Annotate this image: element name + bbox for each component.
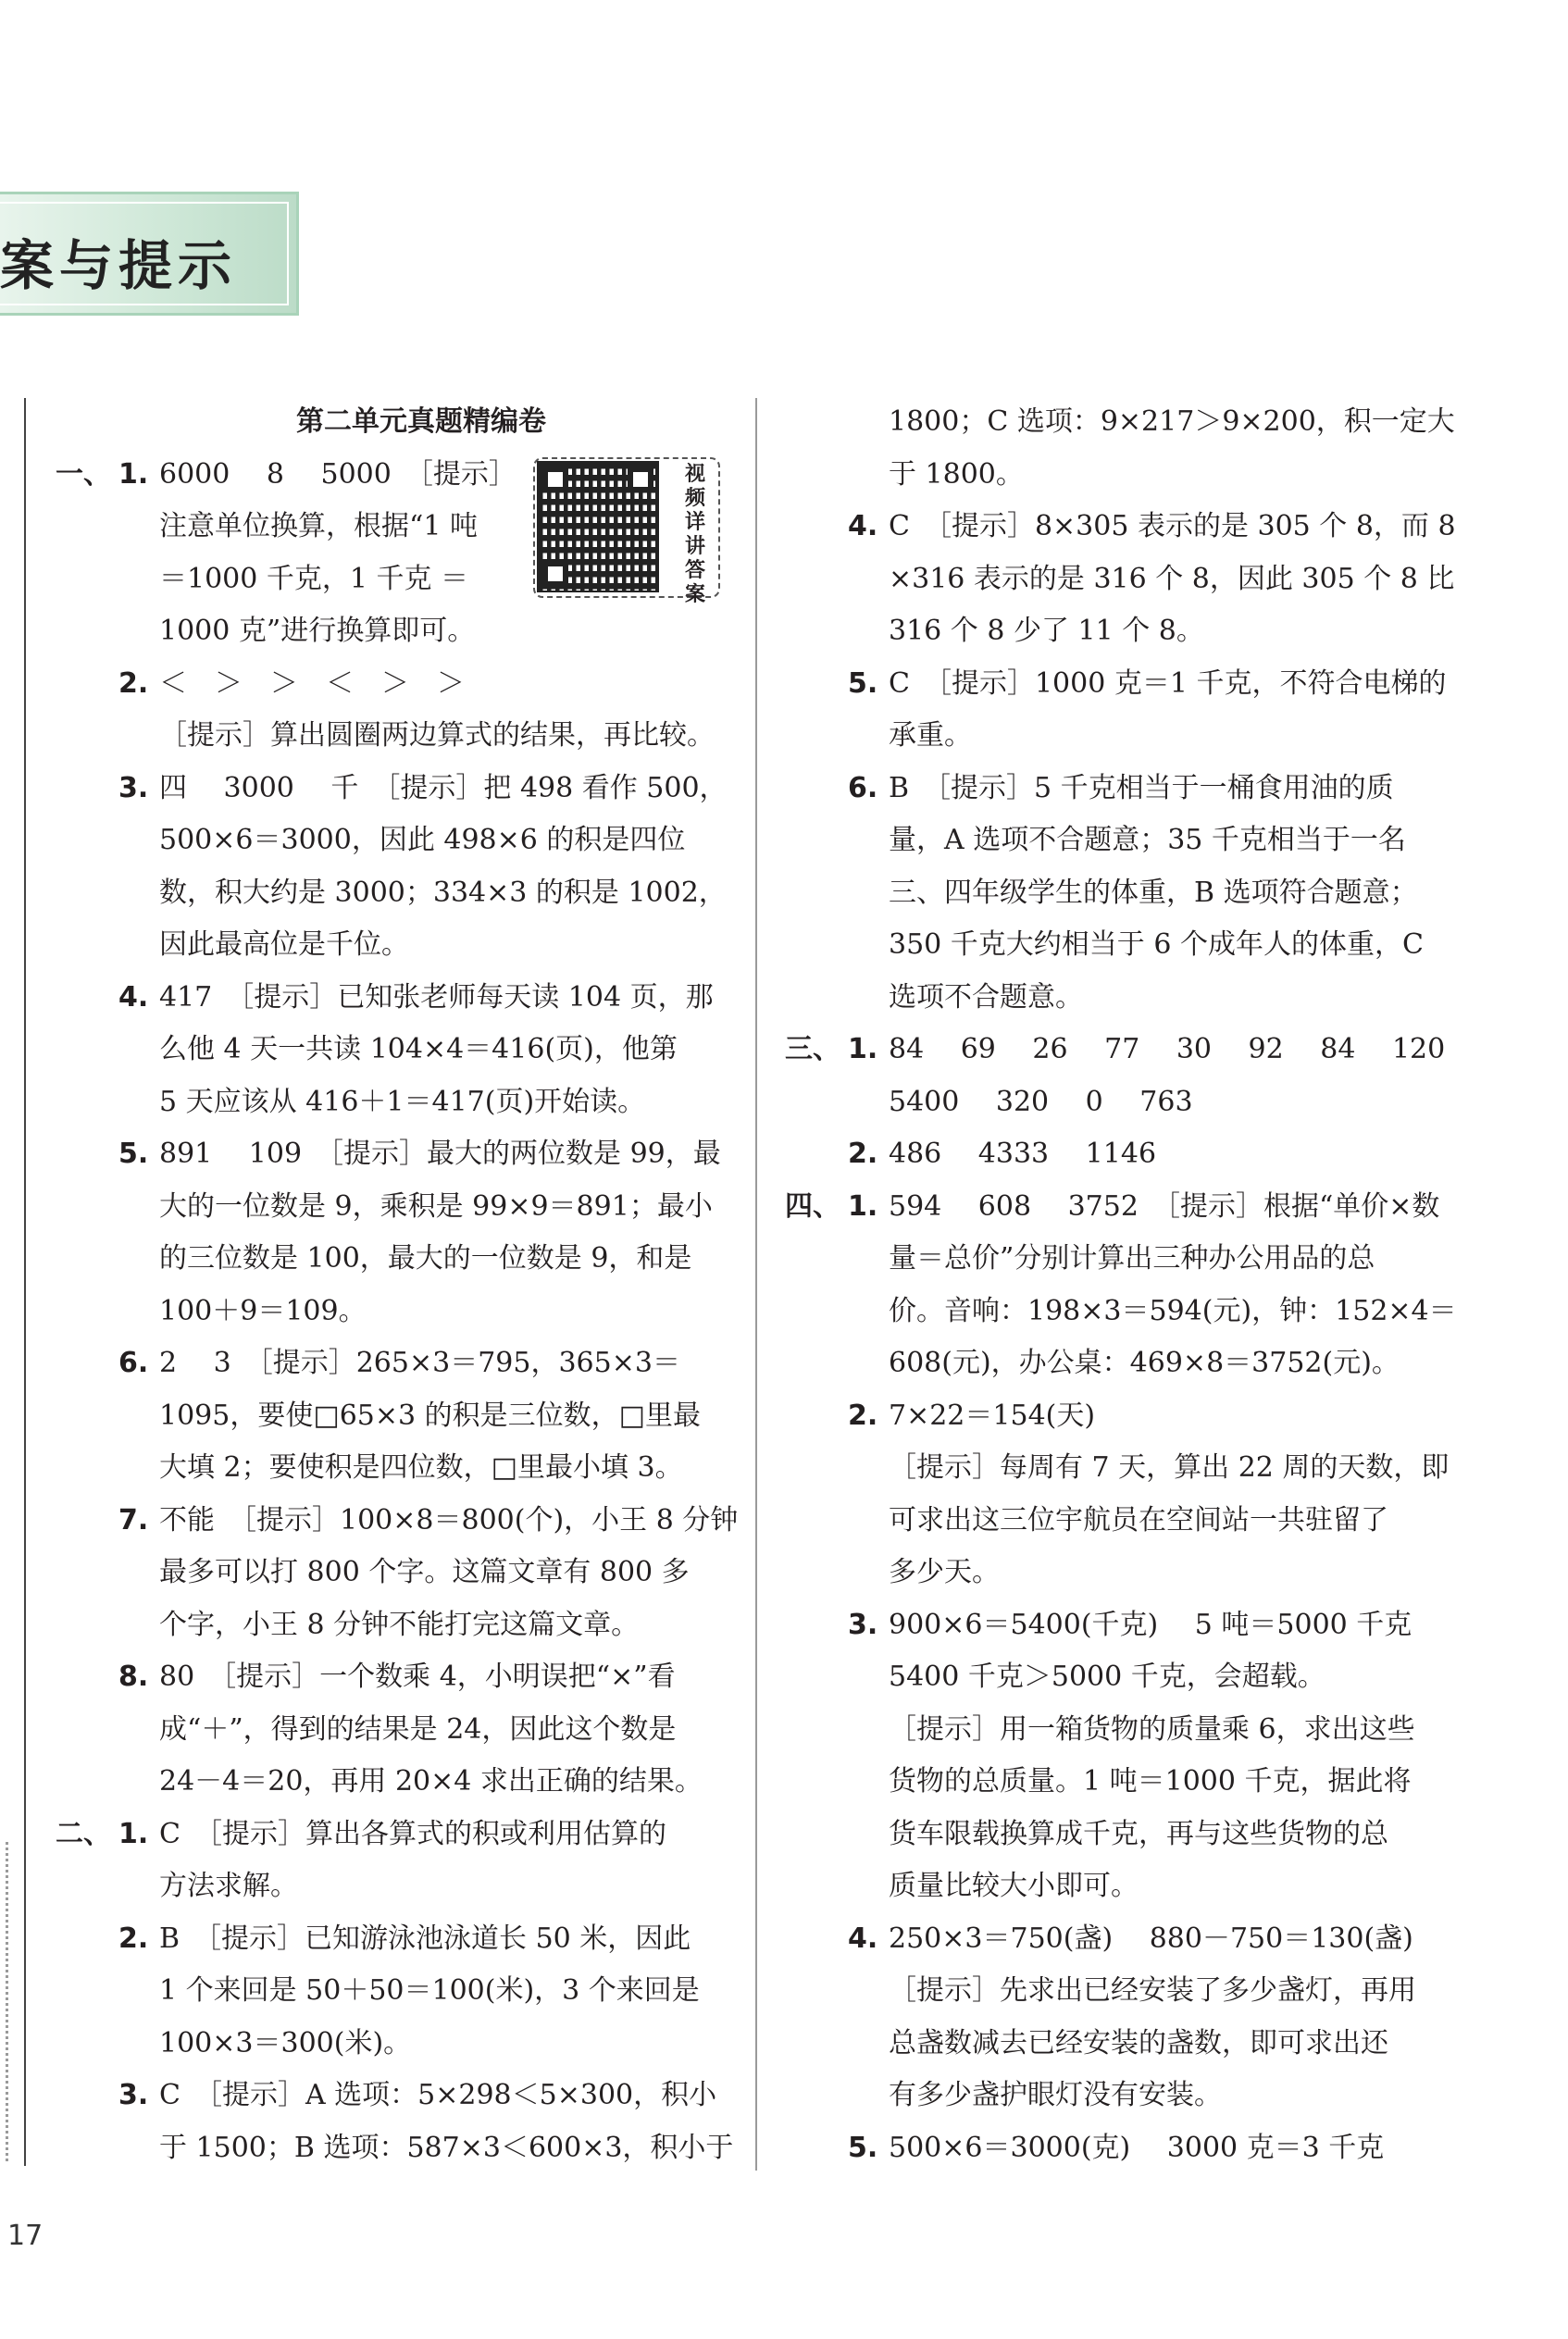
answer-line bbox=[785, 658, 1451, 711]
column-divider bbox=[755, 398, 757, 2171]
answer-text: 价。音响：198×3＝594(元)，钟：152×4＝ bbox=[889, 1294, 1457, 1327]
answer-line bbox=[785, 605, 1451, 658]
answer-line bbox=[785, 972, 1451, 1025]
answer-text: 总盏数减去已经安装的盏数，即可求出还 bbox=[889, 2026, 1388, 2059]
answer-text: 6000 8 5000 ［提示］ bbox=[159, 457, 516, 491]
answer-text: 24－4＝20，再用 20×4 求出正确的结果。 bbox=[159, 1765, 703, 1798]
answer-banner bbox=[0, 192, 299, 316]
answer-text: 量，A 选项不合题意；35 千克相当于一名 bbox=[889, 824, 1406, 856]
answer-text: 5 天应该从 416＋1＝417(页)开始读。 bbox=[159, 1085, 646, 1118]
answer-line bbox=[56, 2018, 722, 2071]
answer-line bbox=[56, 2070, 722, 2122]
answer-text: 选项不合题意。 bbox=[889, 980, 1083, 1014]
answer-text: ［提示］算出圆圈两边算式的结果，再比较。 bbox=[159, 719, 715, 752]
answer-text: 可求出这三位宇航员在空间站一共驻留了 bbox=[889, 1503, 1388, 1537]
answer-line bbox=[785, 1756, 1451, 1809]
answer-text: 的三位数是 100，最大的一位数是 9，和是 bbox=[159, 1242, 692, 1275]
banner-title: 案与提示 bbox=[0, 234, 238, 297]
answer-text: ［提示］先求出已经安装了多少盏灯，再用 bbox=[889, 1974, 1416, 2007]
item-number: 5. bbox=[848, 2131, 878, 2164]
answer-text: 500×6＝3000(克) 3000 克＝3 千克 bbox=[889, 2131, 1385, 2164]
answer-text: C ［提示］8×305 表示的是 305 个 8，而 8 bbox=[889, 510, 1456, 542]
answer-text: 84 69 26 77 30 92 84 120 bbox=[889, 1033, 1446, 1065]
answer-line bbox=[56, 1860, 722, 1913]
answer-text: 1800；C 选项：9×217＞9×200，积一定大 bbox=[889, 405, 1455, 438]
answer-line bbox=[56, 1756, 722, 1809]
answer-line bbox=[785, 710, 1451, 763]
answer-line bbox=[56, 867, 727, 920]
answer-line bbox=[785, 554, 1455, 606]
answer-line bbox=[785, 1024, 1451, 1076]
qr-label: 视频详讲答案 bbox=[684, 463, 705, 606]
answer-line bbox=[56, 972, 722, 1025]
answer-text: 多少天。 bbox=[889, 1556, 1000, 1588]
answer-line bbox=[56, 1181, 722, 1234]
answer-text: 货车限载换算成千克，再与这些货物的总 bbox=[889, 1817, 1388, 1850]
answer-text: 2 3 ［提示］265×3＝795，365×3＝ bbox=[159, 1347, 680, 1379]
answer-line bbox=[785, 2070, 1451, 2122]
item-number: 1. bbox=[118, 457, 149, 491]
answer-line bbox=[56, 763, 728, 815]
item-number: 2. bbox=[848, 1399, 878, 1432]
answer-text: 316 个 8 少了 11 个 8。 bbox=[889, 615, 1204, 647]
answer-text: 250×3＝750(盏) 880－750＝130(盏) bbox=[889, 1922, 1413, 1955]
item-number: 5. bbox=[848, 666, 878, 700]
item-number: 3. bbox=[118, 2079, 149, 2111]
answer-line bbox=[785, 1651, 1451, 1704]
answer-line bbox=[785, 1286, 1457, 1338]
answer-line bbox=[56, 1076, 722, 1129]
answer-line bbox=[785, 1181, 1451, 1234]
answer-line bbox=[56, 710, 722, 763]
item-number: 2. bbox=[118, 1922, 149, 1955]
answer-line bbox=[785, 1337, 1451, 1390]
answer-text: 注意单位换算，根据“1 吨 bbox=[159, 510, 478, 542]
item-number: 7. bbox=[118, 1503, 149, 1537]
answer-text: 350 千克大约相当于 6 个成年人的体重，C bbox=[889, 928, 1424, 961]
answer-text: 1 个来回是 50＋50＝100(米)，3 个来回是 bbox=[159, 1974, 700, 2007]
item-number: 4. bbox=[848, 510, 878, 542]
answer-text: 7×22＝154(天) bbox=[889, 1399, 1096, 1432]
answer-line bbox=[56, 1913, 722, 1966]
answer-line bbox=[785, 1965, 1451, 2018]
answer-line bbox=[56, 815, 722, 867]
answer-line bbox=[785, 1233, 1451, 1286]
answer-line bbox=[56, 1547, 722, 1599]
answer-text: C ［提示］算出各算式的积或利用估算的 bbox=[159, 1817, 666, 1850]
answer-line bbox=[785, 1599, 1451, 1652]
answer-text: 417 ［提示］已知张老师每天读 104 页，那 bbox=[159, 980, 714, 1014]
answer-line bbox=[56, 1024, 722, 1076]
answer-text: 于 1800。 bbox=[889, 457, 1024, 491]
answer-text: 608(元)，办公桌：469×8＝3752(元)。 bbox=[889, 1347, 1400, 1379]
answer-text: 594 608 3752 ［提示］根据“单价×数 bbox=[889, 1189, 1440, 1223]
answer-text: 500×6＝3000，因此 498×6 的积是四位 bbox=[159, 824, 686, 856]
answer-line bbox=[785, 2122, 1451, 2175]
answer-line bbox=[785, 396, 1455, 449]
item-number: 8. bbox=[118, 1661, 149, 1693]
answer-line bbox=[785, 763, 1451, 815]
section-title: 第二单元真题精编卷 bbox=[296, 405, 546, 438]
answer-line bbox=[785, 449, 1451, 502]
answer-text: 100＋9＝109。 bbox=[159, 1294, 367, 1327]
answer-text: 质量比较大小即可。 bbox=[889, 1870, 1139, 1902]
answer-text: 么他 4 天一共读 104×4＝416(页)，他第 bbox=[159, 1033, 678, 1065]
left-dotted-mark bbox=[6, 1842, 8, 2161]
answer-text: ×316 表示的是 316 个 8，因此 305 个 8 比 bbox=[889, 562, 1455, 595]
answer-text: B ［提示］已知游泳池泳道长 50 米，因此 bbox=[159, 1922, 691, 1955]
answer-text: 1095，要使□65×3 的积是三位数，□里最 bbox=[159, 1399, 701, 1432]
section-number: 一、 bbox=[56, 457, 111, 491]
answer-line bbox=[785, 501, 1456, 554]
answer-text: 货物的总质量。1 吨＝1000 千克，据此将 bbox=[889, 1765, 1412, 1798]
item-number: 2. bbox=[848, 1138, 878, 1170]
section-number: 三、 bbox=[785, 1033, 840, 1065]
answer-text: 不能 ［提示］100×8＝800(个)，小王 8 分钟 bbox=[159, 1503, 739, 1537]
answer-line bbox=[56, 2122, 734, 2175]
answer-line bbox=[785, 1547, 1451, 1599]
answer-text: 有多少盏护眼灯没有安装。 bbox=[889, 2079, 1222, 2111]
item-number: 5. bbox=[118, 1138, 149, 1170]
answer-text: 量＝总价”分别计算出三种办公用品的总 bbox=[889, 1242, 1375, 1275]
answer-line bbox=[56, 658, 722, 711]
answer-text: B ［提示］5 千克相当于一桶食用油的质 bbox=[889, 771, 1394, 804]
answer-text: 891 109 ［提示］最大的两位数是 99，最 bbox=[159, 1138, 721, 1170]
item-number: 4. bbox=[118, 980, 149, 1014]
answer-line bbox=[56, 1495, 739, 1548]
answer-line bbox=[785, 2018, 1451, 2071]
answer-text: 5400 千克＞5000 千克，会超载。 bbox=[889, 1661, 1325, 1693]
answer-line bbox=[56, 1442, 722, 1495]
answer-line bbox=[785, 1390, 1451, 1443]
answer-line bbox=[56, 1337, 722, 1390]
answer-line bbox=[56, 1599, 722, 1652]
answer-line bbox=[56, 1704, 722, 1757]
answer-text: 于 1500；B 选项：587×3＜600×3，积小于 bbox=[159, 2131, 734, 2164]
answer-text: 100×3＝300(米)。 bbox=[159, 2026, 412, 2059]
answer-line bbox=[785, 1442, 1451, 1495]
answer-text: 5400 320 0 763 bbox=[889, 1085, 1193, 1118]
answer-text: 成“＋”，得到的结果是 24，因此这个数是 bbox=[159, 1712, 677, 1746]
item-number: 3. bbox=[848, 1608, 878, 1641]
answer-line bbox=[56, 605, 722, 658]
answer-text: 80 ［提示］一个数乘 4，小明误把“×”看 bbox=[159, 1661, 676, 1693]
answer-text: 个字，小王 8 分钟不能打完这篇文章。 bbox=[159, 1608, 640, 1641]
answer-line bbox=[785, 1704, 1451, 1757]
answer-text: 900×6＝5400(千克) 5 吨＝5000 千克 bbox=[889, 1608, 1412, 1641]
answer-line bbox=[56, 919, 722, 972]
page-number: 17 bbox=[7, 2220, 44, 2252]
answer-text: C ［提示］A 选项：5×298＜5×300，积小 bbox=[159, 2079, 717, 2111]
answer-line bbox=[56, 1809, 722, 1861]
answer-text: ［提示］每周有 7 天，算出 22 周的天数，即 bbox=[889, 1451, 1450, 1484]
left-margin-rule bbox=[24, 398, 26, 2166]
answer-text: 三、四年级学生的体重，B 选项符合题意； bbox=[889, 876, 1418, 909]
answer-text: 大的一位数是 9，乘积是 99×9＝891；最小 bbox=[159, 1189, 713, 1223]
answer-line bbox=[56, 1965, 722, 2018]
item-number: 6. bbox=[118, 1347, 149, 1379]
answer-text: 1000 克”进行换算即可。 bbox=[159, 615, 476, 647]
left-answer-column bbox=[56, 396, 739, 2174]
answer-text: 大填 2；要使积是四位数，□里最小填 3。 bbox=[159, 1451, 683, 1484]
item-number: 4. bbox=[848, 1922, 878, 1955]
section-number: 四、 bbox=[785, 1189, 840, 1223]
section-number: 二、 bbox=[56, 1817, 111, 1850]
answer-line bbox=[56, 501, 722, 554]
answer-text: 486 4333 1146 bbox=[889, 1138, 1157, 1170]
answer-line bbox=[785, 1913, 1451, 1966]
answer-line bbox=[56, 1390, 722, 1443]
answer-text: ［提示］用一箱货物的质量乘 6，求出这些 bbox=[889, 1712, 1415, 1746]
answer-line bbox=[56, 1233, 722, 1286]
answer-line bbox=[56, 1286, 722, 1338]
answer-line bbox=[785, 919, 1451, 972]
answer-line bbox=[785, 1860, 1451, 1913]
answer-line bbox=[785, 1076, 1451, 1129]
answer-text: 因此最高位是千位。 bbox=[159, 928, 409, 961]
answer-text: 四 3000 千 ［提示］把 498 看作 500， bbox=[159, 771, 728, 804]
item-number: 1. bbox=[118, 1817, 149, 1850]
item-number: 6. bbox=[848, 771, 878, 804]
item-number: 2. bbox=[118, 666, 149, 700]
answer-line bbox=[56, 1128, 722, 1181]
answer-text: ＜ ＞ ＞ ＜ ＞ ＞ bbox=[159, 666, 465, 700]
answer-line bbox=[785, 1809, 1451, 1861]
answer-line bbox=[56, 1651, 722, 1704]
answer-line bbox=[56, 554, 722, 606]
answer-text: ＝1000 千克，1 千克 ＝ bbox=[159, 562, 469, 595]
answer-line bbox=[56, 449, 722, 502]
answer-line bbox=[785, 1128, 1451, 1181]
item-number: 3. bbox=[118, 771, 149, 804]
item-number: 1. bbox=[848, 1033, 878, 1065]
answer-text: 方法求解。 bbox=[159, 1870, 298, 1902]
answer-text: 承重。 bbox=[889, 719, 972, 752]
answer-text: 数，积大约是 3000；334×3 的积是 1002， bbox=[159, 876, 727, 909]
item-number: 1. bbox=[848, 1189, 878, 1223]
answer-line bbox=[785, 1495, 1451, 1548]
answer-line bbox=[785, 815, 1451, 867]
answer-text: C ［提示］1000 克＝1 千克，不符合电梯的 bbox=[889, 666, 1447, 700]
answer-text: 最多可以打 800 个字。这篇文章有 800 多 bbox=[159, 1556, 690, 1588]
right-answer-column bbox=[785, 396, 1457, 2174]
answer-line bbox=[785, 867, 1451, 920]
